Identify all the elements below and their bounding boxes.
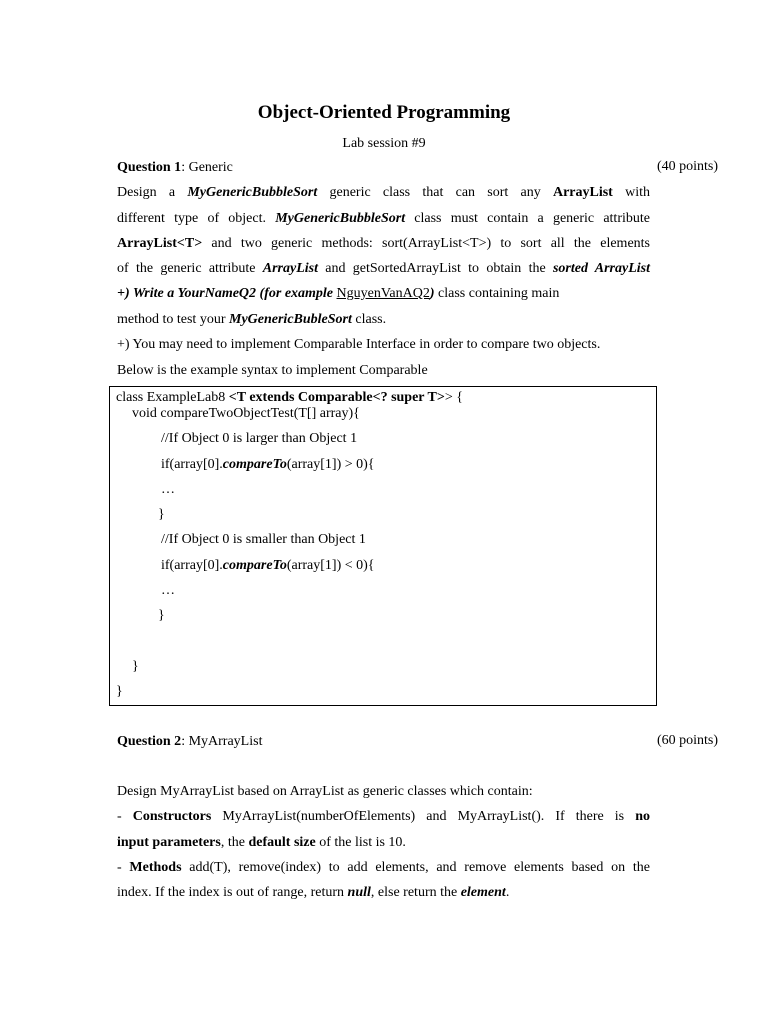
- q1-paragraph-line-3: [117, 235, 650, 253]
- text-run: generic class that can sort any: [317, 185, 553, 200]
- q1-topic: : Generic: [181, 160, 233, 175]
- text-run: Design a: [117, 185, 188, 200]
- type-name: ArrayList<T>: [117, 236, 203, 251]
- text-run: class containing main: [434, 286, 560, 301]
- text-run: index. If the index is out of range, return: [117, 885, 348, 900]
- code-line-8: [161, 557, 375, 575]
- type-name: ArrayList: [262, 261, 318, 276]
- q2-topic: : MyArrayList: [181, 734, 263, 749]
- q2-methods-line-2: [117, 884, 509, 902]
- code-line-5: …: [161, 482, 175, 497]
- emphasis: null: [347, 885, 371, 900]
- q2-heading: [117, 733, 262, 751]
- text-run: .: [505, 885, 510, 900]
- q1-heading: [117, 159, 233, 177]
- code-line-2: void compareTwoObjectTest(T[] array){: [132, 406, 360, 421]
- text-run: of the generic attribute: [117, 261, 263, 276]
- q1-paragraph-line-4: [117, 260, 650, 278]
- text-run: -: [117, 860, 130, 875]
- emphasis: element: [460, 885, 506, 900]
- code-text: if(array[0].: [161, 457, 223, 472]
- q1-paragraph-line-7: +) You may need to implement Comparable Interface in order to compare two objects.: [117, 337, 601, 352]
- q1-paragraph-line-5: [117, 285, 559, 303]
- document-subtitle: Lab session #9: [342, 136, 426, 151]
- type-name: ArrayList: [552, 185, 613, 200]
- q1-paragraph-line-1: [117, 184, 650, 202]
- emphasis: +) Write a YourNameQ2 (for example: [117, 286, 337, 301]
- q1-label: Question 1: [117, 160, 182, 175]
- q2-points: (60 points): [656, 733, 718, 748]
- q2-constructors-line-1: [117, 808, 650, 826]
- emphasis: input parameters: [117, 835, 221, 850]
- text-run: , else return the: [370, 885, 461, 900]
- emphasis: Methods: [129, 860, 182, 875]
- document-title: Object-Oriented Programming: [257, 102, 511, 123]
- text-run: class must contain a generic attribute: [405, 211, 650, 226]
- class-name: MyGenericBubbleSort: [187, 185, 318, 200]
- emphasis: Constructors: [132, 809, 212, 824]
- code-text: (array[1]) > 0){: [286, 457, 375, 472]
- code-example-box: [109, 386, 657, 706]
- code-method: compareTo: [222, 558, 287, 573]
- code-text: class ExampleLab8: [116, 390, 229, 405]
- code-line-11: }: [132, 659, 139, 674]
- text-run: and two generic methods: sort(ArrayList<T>) to sort all the elements: [202, 236, 650, 251]
- class-name: MyGenericBubbleSort: [275, 211, 406, 226]
- text-run: different type of object.: [117, 211, 276, 226]
- code-line-3: //If Object 0 is larger than Object 1: [161, 431, 358, 446]
- q2-methods-line-1: [117, 859, 650, 877]
- code-bold: <T extends Comparable<? super T>: [228, 390, 445, 405]
- text-run: class.: [351, 312, 387, 327]
- q2-constructors-line-2: [117, 834, 406, 852]
- q2-intro: Design MyArrayList based on ArrayList as generic classes which contain:: [117, 784, 533, 799]
- text-run: -: [117, 809, 133, 824]
- text-run: add(T), remove(index) to add elements, and remove elements based on the: [181, 860, 650, 875]
- text-run: , the: [220, 835, 249, 850]
- code-text: if(array[0].: [161, 558, 223, 573]
- code-line-12: }: [116, 684, 123, 699]
- q1-paragraph-line-6: [117, 311, 386, 329]
- q2-label: Question 2: [117, 734, 182, 749]
- emphasis: no: [635, 809, 651, 824]
- code-text: > {: [444, 390, 463, 405]
- code-line-6: }: [158, 507, 165, 522]
- class-name: MyGenericBubleSort: [229, 312, 352, 327]
- text-run: of the list is 10.: [315, 835, 406, 850]
- code-line-10: }: [158, 608, 165, 623]
- code-line-7: //If Object 0 is smaller than Object 1: [161, 532, 366, 547]
- text-run: and getSortedArrayList to obtain the: [317, 261, 553, 276]
- q1-paragraph-line-8: Below is the example syntax to implement Comparable: [117, 363, 428, 378]
- text-run: method to test your: [117, 312, 229, 327]
- code-line-4: [161, 456, 375, 474]
- emphasis: ): [429, 286, 435, 301]
- text-run: with: [612, 185, 650, 200]
- code-method: compareTo: [222, 457, 287, 472]
- emphasis: sorted ArrayList: [552, 261, 650, 276]
- emphasis: default size: [248, 835, 316, 850]
- code-text: (array[1]) < 0){: [286, 558, 375, 573]
- code-line-9: …: [161, 583, 175, 598]
- q1-points: (40 points): [656, 159, 718, 174]
- example-name: NguyenVanAQ2: [336, 286, 430, 301]
- q1-paragraph-line-2: [117, 210, 650, 228]
- text-run: MyArrayList(numberOfElements) and MyArrayList(). If there is: [211, 809, 636, 824]
